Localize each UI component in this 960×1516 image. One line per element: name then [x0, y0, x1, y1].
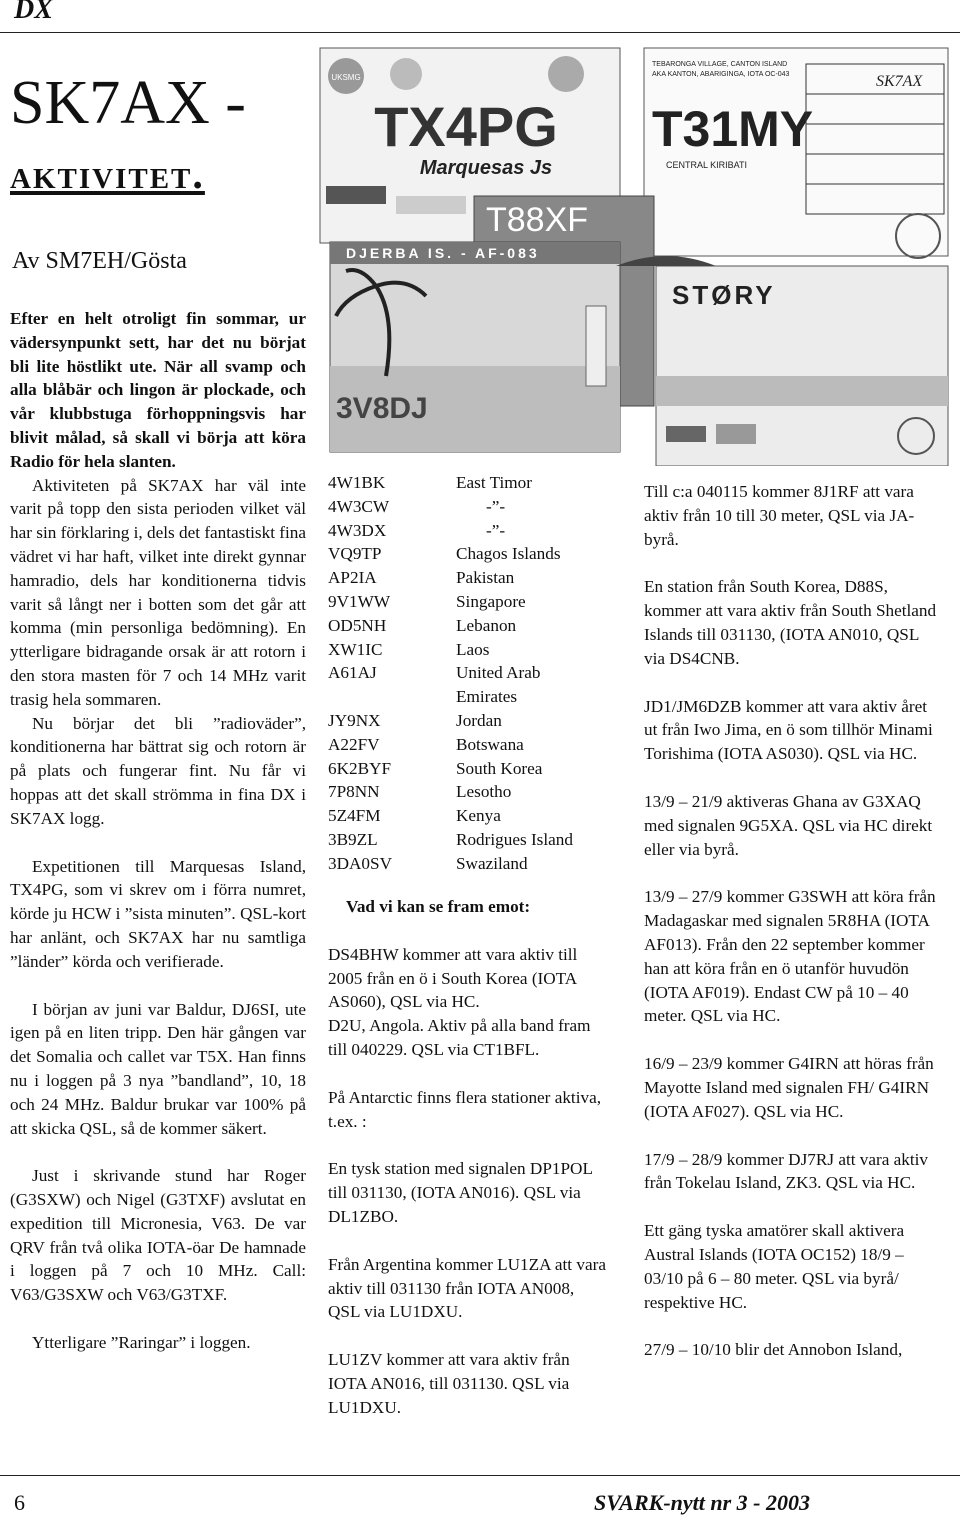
article-paragraph-5: Just i skrivande stund har Roger (G3SXW) och Nigel (G3TXF) avslutat en expedition till Micronesia, V63. De var QRV från två olika IOTA-öar De hamnade i loggen på 7 och 10 MHz. Call: V63/G3SXW och V63/G3TXF.: [10, 1166, 306, 1305]
article-paragraph-1: Aktiviteten på SK7AX har väl inte varit på topp den sista perioden vilket väl har sin förklaring i, dels det fantastiskt fina vädret vi har haft, vilket inte direkt gynnar hamradio, dels har konditionerna tidvis varit så långt ner i botten som det går att komma (min personliga bedömning). En ytterligare bidragande orsak är att rotorn i den stora masten för 7 och 14 MHz varit trasig hela sommaren.: [10, 475, 306, 709]
list-item: [328, 661, 596, 709]
station-call: VQ9TP: [328, 544, 382, 564]
upcoming-item: 16/9 – 23/9 kommer G4IRN att höras från Mayotte Island med signalen FH/ G4IRN (IOTA AF027). QSL via HC.: [644, 1054, 934, 1121]
station-country: Jordan: [456, 710, 502, 730]
header-rule: [0, 32, 960, 33]
station-call: OD5NH: [328, 615, 387, 635]
section-header: DX: [14, 0, 53, 25]
list-item: [328, 709, 596, 733]
upcoming-item: 17/9 – 28/9 kommer DJ7RJ att vara aktiv från Tokelau Island, ZK3. QSL via HC.: [644, 1149, 929, 1193]
station-call: 9V1WW: [328, 591, 391, 611]
footer-rule: [0, 1475, 960, 1476]
upcoming-item: 27/9 – 10/10 blir det Annobon Island,: [644, 1340, 903, 1360]
list-item: [328, 614, 596, 638]
station-country: -”-: [486, 496, 506, 516]
upcoming-item: En station från South Korea, D88S, kommer att vara aktiv från South Shetland Islands till 031130, (IOTA AN010, QSL via DS4CNB.: [644, 577, 937, 668]
list-item: [328, 471, 596, 495]
station-list: [328, 471, 596, 876]
article-title: SK7AX -: [10, 69, 246, 137]
column-right: [644, 480, 944, 1362]
station-call: 6K2BYF: [328, 758, 392, 778]
list-item: [328, 519, 596, 543]
qsl-card-label-sk7ax: SK7AX: [876, 73, 923, 90]
qsl-card-label-3v8dj: 3V8DJ: [336, 392, 428, 425]
qsl-card-3v8dj: [330, 242, 620, 452]
list-item: [328, 852, 596, 876]
upcoming-item: Från Argentina kommer LU1ZA att vara aktiv till 031130 från IOTA AN008, QSL via LU1DXU.: [328, 1254, 606, 1322]
list-item: [328, 780, 596, 804]
list-item: [328, 495, 596, 519]
station-country: South Korea: [456, 758, 543, 778]
article-subtitle: aktivitet.: [10, 152, 205, 198]
list-item: [328, 828, 596, 852]
station-call: A61AJ: [328, 663, 377, 683]
list-item: [328, 757, 596, 781]
byline: Av SM7EH/Gösta: [12, 248, 187, 274]
station-call: XW1IC: [328, 639, 383, 659]
article-paragraph-2: Nu börjar det bli ”radioväder”, konditionerna har bättrat sig och rotorn är på plats och fungerar fint. Nu får vi hoppas att det skall strömma in fina DX i SK7AX logg.: [10, 713, 306, 828]
station-country: Laos: [456, 639, 490, 659]
qsl-card-label-canton: TEBARONGA VILLAGE, CANTON ISLAND: [652, 61, 788, 68]
article-paragraph-3: Expetitionen till Marquesas Island, TX4PG, som vi skrev om i förra numret, körde ju HCW i ”sista minuten”. QSL-kort har anlänt, och SK7AX har nu samtliga ”länder” körda och verifierade.: [10, 856, 306, 971]
station-call: A22FV: [328, 734, 380, 754]
station-country: East Timor: [456, 473, 532, 492]
upcoming-item: 13/9 – 27/9 kommer G3SWH att köra från Madagaskar med signalen 5R8HA (IOTA AF013). Från den 22 september kommer han att köra från en ö utanför huvudön (IOTA AF019). Endast CW på 10 – 40 meter. QSL via HC.: [644, 887, 936, 1026]
station-country: Kenya: [456, 806, 501, 826]
article-intro: Efter en helt otroligt fin sommar, ur vädersynpunkt sett, har det nu börjat bli lite höstlikt ute. När all svamp och alla blåbär och lingon är plockade, och vår klubbstuga förhoppningsvis har blivit målad, så skall vi börja att köra Radio för hela slanten.: [10, 309, 306, 471]
station-call: 7P8NN: [328, 782, 380, 802]
station-call: 4W1BK: [328, 473, 386, 492]
upcoming-heading: Vad vi kan se fram emot:: [346, 897, 531, 916]
station-country: Rodrigues Island: [456, 829, 573, 849]
station-country: Chagos Islands: [456, 544, 561, 564]
station-call: AP2IA: [328, 568, 377, 588]
station-call: 3DA0SV: [328, 853, 392, 873]
station-country: Pakistan: [456, 568, 515, 588]
station-call: JY9NX: [328, 710, 381, 730]
upcoming-item: Till c:a 040115 kommer 8J1RF att vara aktiv från 10 till 30 meter, QSL via JA-byrå.: [644, 482, 915, 549]
station-country: United Arab Emirates: [456, 663, 541, 707]
qsl-card-t31my: [644, 48, 948, 258]
qsl-card-collage-image: [316, 46, 952, 466]
station-country: Swaziland: [456, 853, 528, 873]
upcoming-item: 13/9 – 21/9 aktiveras Ghana av G3XAQ med signalen 9G5XA. QSL via HC direkt eller via byrå.: [644, 791, 933, 859]
qsl-card-label-t31my: T31MY: [652, 101, 814, 157]
list-item: [328, 542, 596, 566]
article-paragraph-6: Ytterligare ”Raringar” i loggen.: [32, 1333, 251, 1353]
qsl-card-label-tx4pg: TX4PG: [374, 95, 558, 158]
qsl-card-label-kiribati: CENTRAL KIRIBATI: [666, 160, 748, 170]
qsl-card-label-marquesas: Marquesas Js: [419, 157, 553, 179]
upcoming-item: En tysk station med signalen DP1POL till 031130, (IOTA AN016). QSL via DL1ZBO.: [328, 1159, 593, 1226]
qsl-card-story: [616, 256, 948, 466]
article-paragraph-4: I början av juni var Baldur, DJ6SI, ute igen på en liten tripp. Den här gången var det Somalia och callet var T5X. Han finns nu i loggen på 3 nya ”bandland”, 10, 18 och 24 MHz. Baldur brukar var 100% på att skicka QSL, så de kommer säkert.: [10, 999, 306, 1138]
column-middle: [328, 895, 610, 1420]
upcoming-item: På Antarctic finns flera stationer aktiva, t.ex. :: [328, 1087, 601, 1131]
qsl-card-label-djerba: DJERBA IS. - AF-083: [346, 245, 540, 261]
station-country: Botswana: [456, 734, 524, 754]
station-call: 3B9ZL: [328, 829, 378, 849]
station-country: Lebanon: [456, 615, 517, 635]
station-call: 5Z4FM: [328, 806, 381, 826]
publication-name: SVARK-nytt nr 3 - 2003: [594, 1490, 810, 1515]
qsl-card-label-story: STØRY: [672, 280, 776, 310]
upcoming-item: LU1ZV kommer att vara aktiv från IOTA AN016, till 031130. QSL via LU1DXU.: [328, 1350, 570, 1417]
page-number: 6: [14, 1490, 25, 1515]
station-call: 4W3CW: [328, 496, 390, 516]
list-item: [328, 804, 596, 828]
station-country: -”-: [486, 520, 506, 540]
upcoming-item: Ett gäng tyska amatörer skall aktivera Austral Islands (IOTA OC152) 18/9 – 03/10 på 6 – 80 meter. QSL via byrå/ respektive HC.: [644, 1221, 905, 1312]
list-item: [328, 590, 596, 614]
list-item: [328, 638, 596, 662]
list-item: [328, 733, 596, 757]
station-country: Singapore: [456, 591, 526, 611]
qsl-card-label-ukmsg: UKSMG: [331, 73, 361, 82]
qsl-card-label-kanton: AKA KANTON, ABARIGINGA, IOTA OC-043: [652, 71, 790, 78]
qsl-card-label-t88xf: T88XF: [486, 201, 589, 239]
list-item: [328, 566, 596, 590]
upcoming-item: JD1/JM6DZB kommer att vara aktiv året ut från Iwo Jima, en ö som tillhör Minami Torishima (IOTA AS030). QSL via HC.: [644, 696, 933, 764]
upcoming-item: D2U, Angola. Aktiv på alla band fram till 040229. QSL via CT1BFL.: [328, 1016, 591, 1059]
upcoming-item: DS4BHW kommer att vara aktiv till 2005 från en ö i South Korea (IOTA AS060), QSL via HC.: [328, 944, 578, 1012]
station-call: 4W3DX: [328, 520, 387, 540]
station-country: Lesotho: [456, 782, 512, 802]
column-left: [10, 307, 306, 1355]
